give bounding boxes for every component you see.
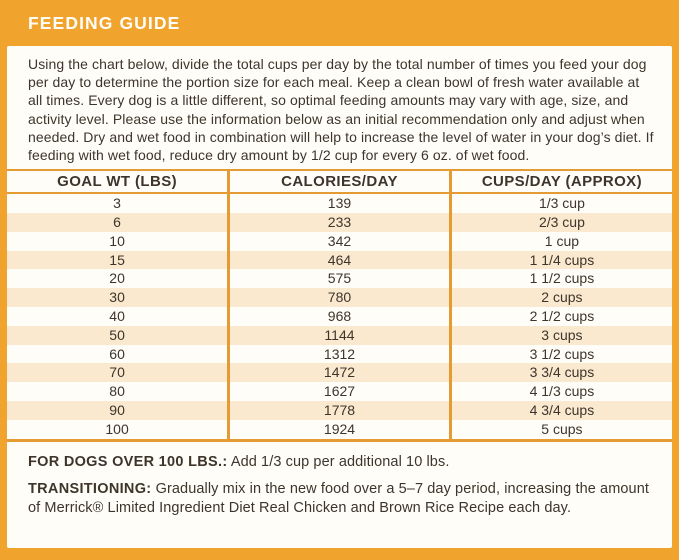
feeding-table-body <box>7 193 672 440</box>
note-over-100-label: FOR DOGS OVER 100 LBS.: <box>28 453 228 470</box>
footnotes <box>7 442 672 518</box>
table-cell: 3 cups <box>450 326 672 345</box>
table-row <box>7 213 672 232</box>
note-transitioning <box>28 480 652 518</box>
table-row <box>7 232 672 251</box>
table-cell: 1 1/4 cups <box>450 251 672 270</box>
page-title: FEEDING GUIDE <box>28 12 181 33</box>
table-cell: 780 <box>229 288 451 307</box>
table-row <box>7 345 672 364</box>
table-cell: 1778 <box>229 401 451 420</box>
table-cell: 1/3 cup <box>450 193 672 213</box>
table-cell: 2 cups <box>450 288 672 307</box>
table-cell: 1144 <box>229 326 451 345</box>
table-cell: 70 <box>109 364 125 381</box>
table-row <box>7 269 672 288</box>
feeding-table <box>7 169 672 441</box>
table-cell: 30 <box>109 289 125 306</box>
table-cell: 233 <box>229 213 451 232</box>
column-header-goal-weight: GOAL WT (LBS) <box>7 170 229 193</box>
column-header-calories: CALORIES/DAY <box>229 170 451 193</box>
table-cell: 1627 <box>229 382 451 401</box>
table-row <box>7 420 672 440</box>
table-cell: 575 <box>229 269 451 288</box>
table-cell: 40 <box>109 308 125 324</box>
header <box>0 0 679 46</box>
table-row <box>7 288 672 307</box>
table-cell: 2/3 cup <box>450 213 672 232</box>
table-cell: 5 cups <box>450 420 672 440</box>
table-row <box>7 326 672 345</box>
table-cell: 1 1/2 cups <box>450 269 672 288</box>
table-row <box>7 363 672 382</box>
table-cell: 139 <box>229 193 451 213</box>
table-row <box>7 193 672 213</box>
table-cell: 2 1/2 cups <box>450 307 672 326</box>
table-cell: 3 3/4 cups <box>450 363 672 382</box>
feeding-table-head <box>7 170 672 193</box>
note-transitioning-text: Gradually mix in the new food over a 5–7 day period, increasing the amount of Merrick® Limited Ingredient Diet Real Chicken and Brown Rice Recipe each day. <box>28 480 649 516</box>
table-cell: 60 <box>109 345 125 362</box>
table-row <box>7 382 672 401</box>
table-cell: 3 <box>113 195 121 212</box>
note-transitioning-label: TRANSITIONING: <box>28 480 152 497</box>
table-cell: 1312 <box>229 345 451 364</box>
table-header-row <box>7 170 672 193</box>
table-cell: 342 <box>229 232 451 251</box>
table-cell: 10 <box>109 232 125 249</box>
table-cell: 4 3/4 cups <box>450 401 672 420</box>
column-header-cups: CUPS/DAY (APPROX) <box>450 170 672 193</box>
table-cell: 15 <box>109 251 125 268</box>
table-cell: 4 1/3 cups <box>450 382 672 401</box>
note-over-100-text: Add 1/3 cup per additional 10 lbs. <box>230 453 450 470</box>
table-row <box>7 307 672 326</box>
table-cell: 90 <box>109 401 125 418</box>
content-panel <box>7 46 672 548</box>
table-cell: 1 cup <box>450 232 672 251</box>
table-cell: 80 <box>109 383 125 400</box>
table-cell: 100 <box>105 420 129 437</box>
table-cell: 1924 <box>229 420 451 440</box>
note-over-100-lbs <box>28 453 652 472</box>
table-cell: 1472 <box>229 363 451 382</box>
intro-text: Using the chart below, divide the total cups per day by the total number of times you feed your dog per day to determine the portion size for each meal. Keep a clean bowl of fresh water available at all times. Every dog is a little different, so optimal feeding amounts may vary with age, size, and activity level. Please use the information below as an initial recommendation only and adjust when needed. Dry and wet food in combination will help to increase the level of water in your dog’s diet. If feeding with wet food, reduce dry amount by 1/2 cup for every 6 oz. of wet food. <box>28 56 654 164</box>
table-cell: 3 1/2 cups <box>450 345 672 364</box>
table-cell: 50 <box>109 326 125 343</box>
table-row <box>7 401 672 420</box>
table-cell: 20 <box>109 270 125 287</box>
table-row <box>7 251 672 270</box>
table-cell: 464 <box>229 251 451 270</box>
table-cell: 6 <box>113 214 121 231</box>
table-cell: 968 <box>229 307 451 326</box>
